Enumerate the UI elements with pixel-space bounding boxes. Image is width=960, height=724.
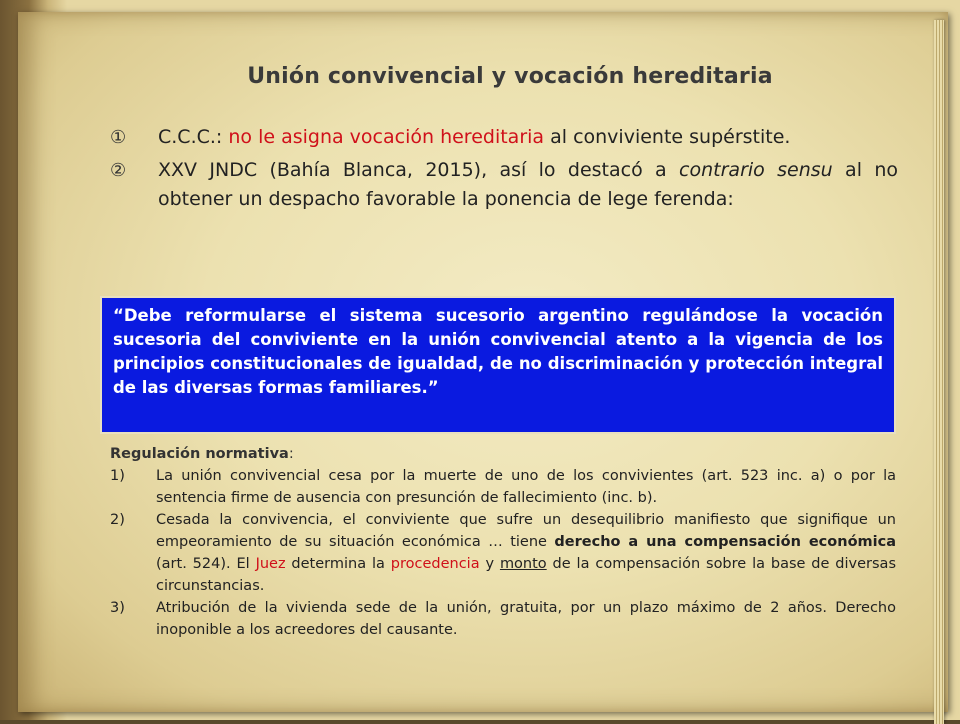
list-number: 3)	[110, 600, 125, 616]
bullet-text	[158, 123, 898, 152]
bullet-highlight: no le asigna vocación hereditaria	[228, 126, 545, 148]
regulacion-title: Regulación normativa	[110, 446, 289, 462]
bullet-text-pre: C.C.C.:	[158, 126, 229, 148]
list-text-post: de la compensación sobre la base de diversas circunstancias.	[156, 556, 896, 594]
circled-two-icon: ②	[110, 160, 127, 181]
list-item	[110, 597, 896, 641]
list-text-pre: Cesada la convivencia, el conviviente que sufre un desequilibrio manifiesto que signifique un empeoramiento de su situación económica … tiene	[156, 512, 896, 550]
list-text-bold: derecho a una compensación económica	[554, 534, 896, 550]
list-text-mid3: y	[479, 556, 500, 572]
list-text-monto: monto	[499, 556, 547, 572]
regulacion-section	[110, 443, 896, 641]
list-text: La unión convivencial cesa por la muerte de uno de los convivientes (art. 523 inc. a) o por la sentencia firme de ausencia con presunción de fallecimiento (inc. b).	[156, 468, 896, 506]
bullet-italic: contrario sensu	[679, 159, 833, 181]
list-item	[110, 465, 896, 509]
bullet-list	[110, 123, 898, 218]
list-text-mid: (art. 524). El	[156, 556, 256, 572]
page-edges	[934, 20, 944, 724]
bullet-text-pre: XXV JNDC (Bahía Blanca, 2015), así lo destacó a	[158, 159, 680, 181]
circled-one-icon: ①	[110, 127, 127, 148]
bullet-item-ccc	[110, 123, 898, 152]
list-text-procedencia: procedencia	[390, 556, 480, 572]
bullet-text-post: al no obtener un despacho favorable la ponencia de lege ferenda:	[158, 159, 898, 210]
list-text-mid2: determina la	[285, 556, 391, 572]
bullet-text	[158, 156, 898, 214]
bullet-item-jndc	[110, 156, 898, 214]
slide-title: Unión convivencial y vocación hereditaria	[247, 64, 773, 89]
list-number: 2)	[110, 512, 125, 528]
list-text: Atribución de la vivienda sede de la unión, gratuita, por un plazo máximo de 2 años. Derecho inoponible a los acreedores del causante.	[156, 600, 896, 638]
bullet-text-post: al conviviente supérstite.	[544, 126, 791, 148]
regulacion-colon: :	[288, 446, 294, 462]
list-text-juez: Juez	[255, 556, 286, 572]
list-number: 1)	[110, 468, 125, 484]
quote-box: “Debe reformularse el sistema sucesorio argentino regulándose la vocación sucesoria del conviviente en la unión convivencial atento a la vigencia de los principios constitucionales de igualdad, de no discriminación y protección integral de las diversas formas familiares.”	[100, 296, 896, 434]
regulacion-heading	[110, 443, 896, 465]
list-text	[156, 509, 896, 597]
list-item	[110, 509, 896, 597]
